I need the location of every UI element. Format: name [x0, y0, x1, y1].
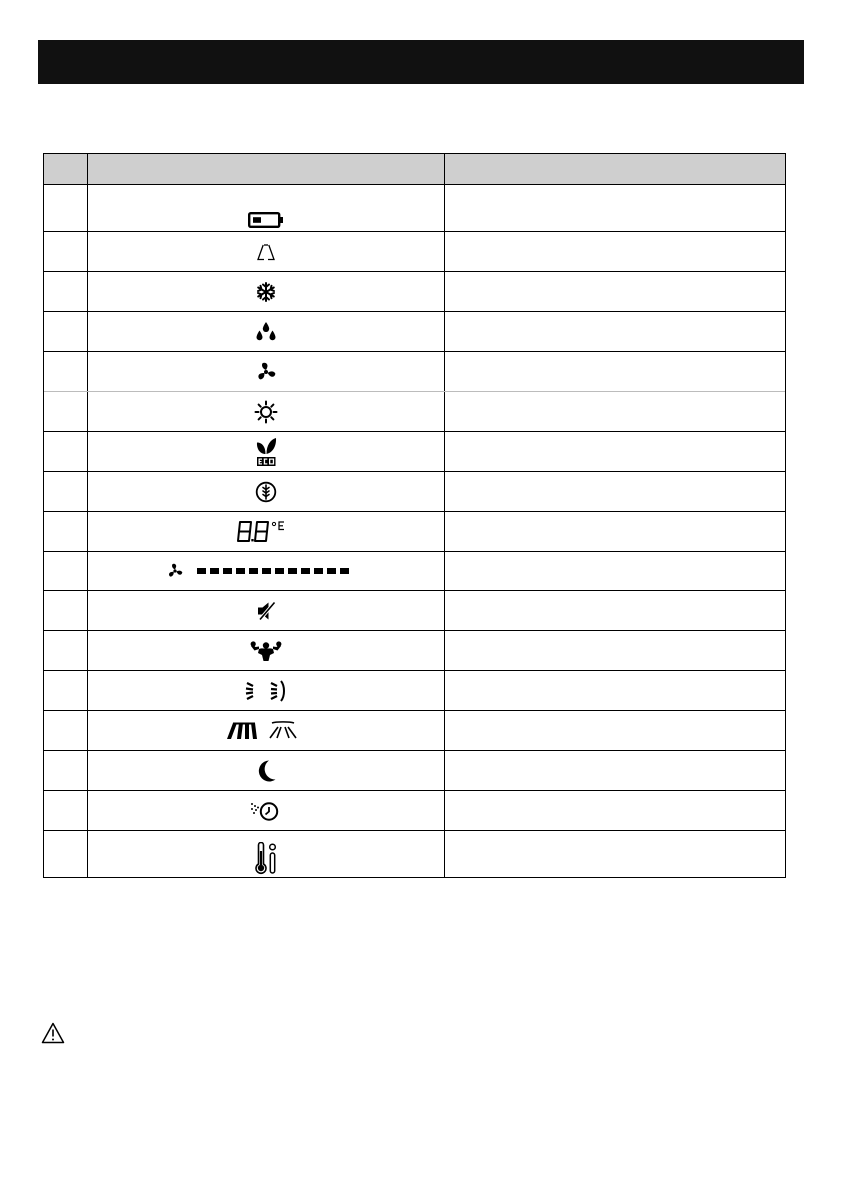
table-row-timer	[87, 791, 444, 830]
icon-table	[43, 153, 786, 878]
swing-vertical-icon	[244, 679, 288, 703]
table-row-temperature-display	[87, 512, 444, 551]
column-divider	[444, 154, 445, 877]
table-row-fan	[87, 352, 444, 391]
fan-icon	[255, 361, 277, 383]
header-bar	[38, 40, 804, 84]
table-row-battery	[87, 192, 444, 228]
battery-icon	[248, 212, 284, 228]
table-row-dry	[87, 312, 444, 351]
table-row-eco	[87, 432, 444, 471]
temperature-display-icon	[236, 519, 296, 545]
swing-horizontal-icon	[226, 720, 306, 742]
eco-leaf-icon	[255, 437, 277, 467]
table-row-vertical-swing	[87, 671, 444, 710]
warning-triangle-icon	[41, 1022, 65, 1044]
table-row-sleep	[87, 751, 444, 790]
table-row-plasma	[87, 472, 444, 511]
table-row-fan-speed	[87, 552, 444, 590]
table-row-auto	[87, 232, 444, 271]
auto-mode-icon	[256, 242, 276, 262]
mute-icon	[255, 600, 277, 622]
snowflake-icon	[255, 281, 277, 303]
table-row-cool	[87, 272, 444, 311]
table-row-turbo	[87, 631, 444, 670]
plasma-icon	[255, 481, 277, 503]
fan-speed-bar-icon	[166, 562, 366, 580]
timer-icon	[249, 799, 283, 823]
water-drops-icon	[255, 321, 277, 343]
table-row-sensor	[87, 831, 444, 876]
sensor-thermometer-icon	[254, 842, 278, 876]
table-row-mute	[87, 591, 444, 630]
table-row-horizontal-swing	[87, 711, 444, 750]
table-header-row	[44, 154, 785, 184]
row-divider	[44, 184, 785, 185]
turbo-icon	[250, 640, 282, 662]
sun-icon	[254, 400, 278, 424]
table-row-heat	[87, 392, 444, 431]
sleep-moon-icon	[255, 759, 277, 783]
